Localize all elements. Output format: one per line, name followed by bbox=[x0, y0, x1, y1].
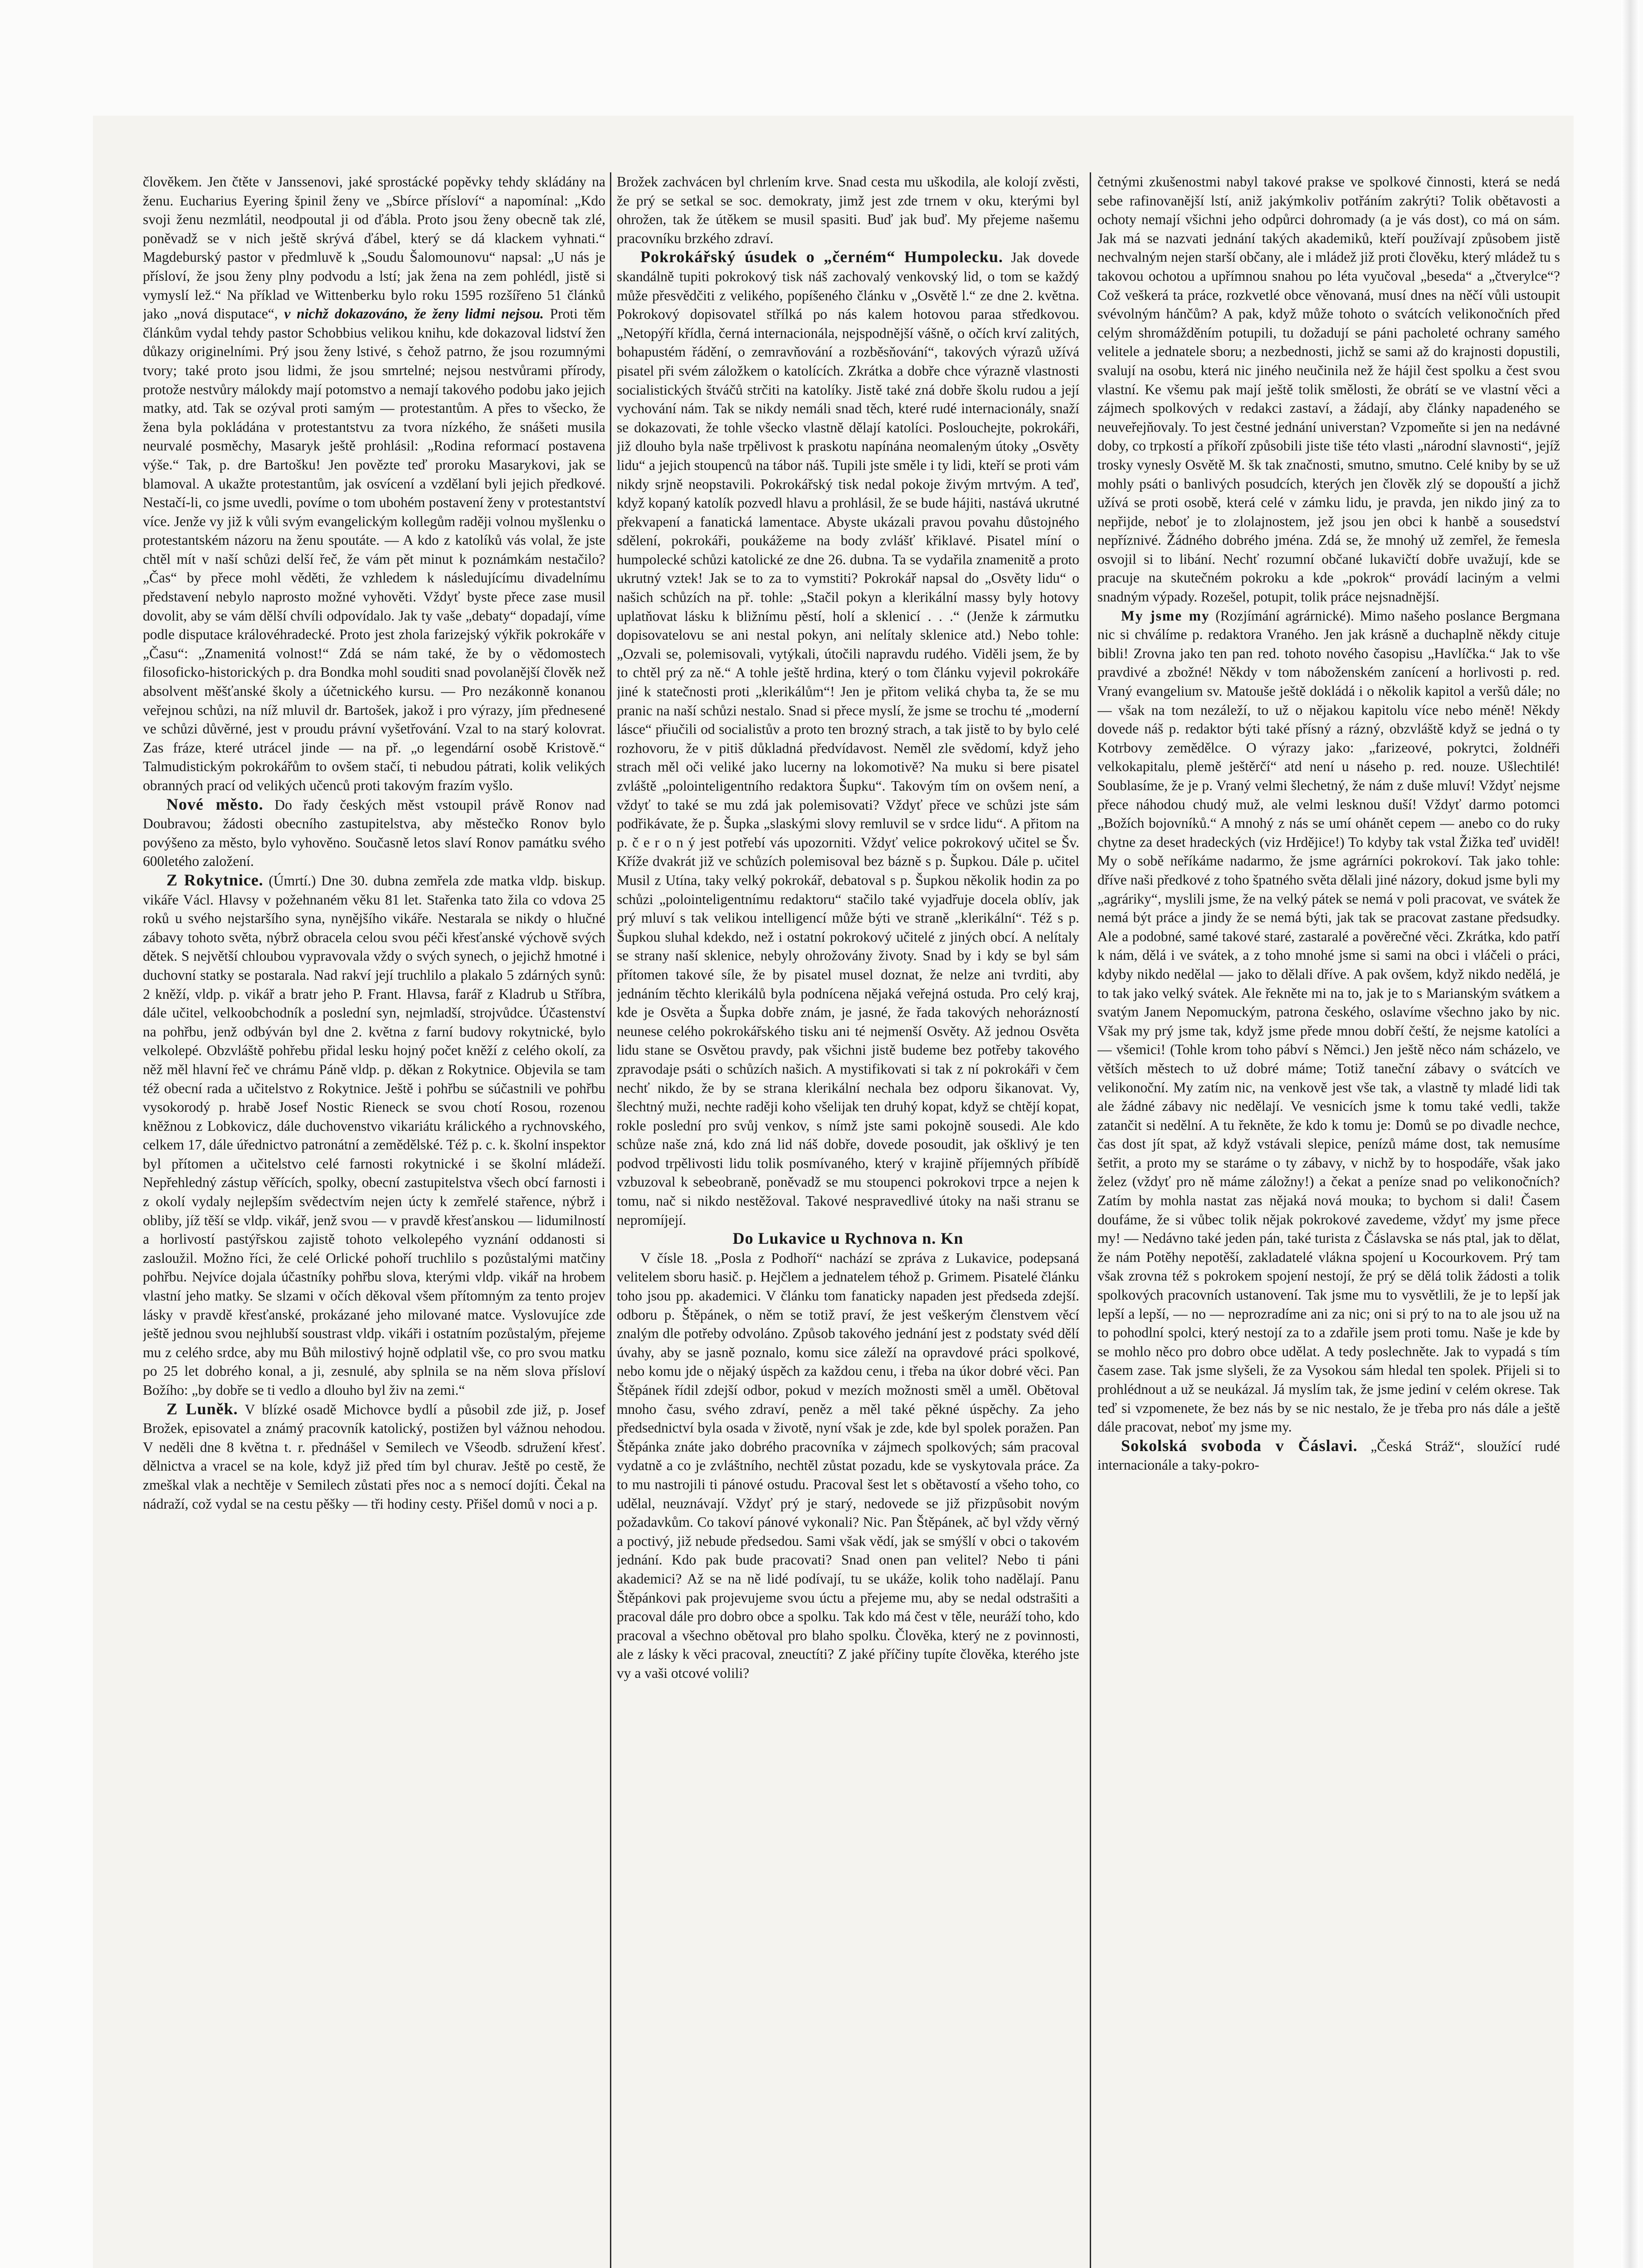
section-heading: Z Rokytnice. bbox=[166, 870, 263, 889]
section-heading: Nové město. bbox=[166, 795, 263, 813]
section-heading: Do Lukavice u Rychnova n. Kn bbox=[732, 1229, 964, 1248]
paragraph bbox=[143, 795, 605, 871]
page-edge-shadow bbox=[1621, 0, 1639, 2268]
paragraph-text: Brožek zachvácen byl chrlením krve. Snad cesta mu uškodila, ale kolojí zvěsti, že prý se setkal se soc. demokraty, jimž jest zde trnem v oku, kterými byl ohrožen, tak že útěkem se musil spasiti. Buď jak buď. My přejeme našemu pracovníku brzkého zdraví. bbox=[617, 174, 1079, 246]
paragraph bbox=[1097, 1437, 1560, 1475]
section-heading: Sokolská svoboda v Čáslavi. bbox=[1121, 1436, 1358, 1455]
text-column-middle bbox=[617, 172, 1079, 2268]
column-rule bbox=[1090, 172, 1091, 2268]
paragraph-text: (Rozjímání agrárnické). Mimo našeho poslance Bergmana nic si chválíme p. redaktora Vraného. Jen jak krásně a duchaplně někdy cituje bibli! Zrovna jako ten pan red. tohoto nového časopisu „Havlíčka.“ Jak to vše pravdivé a zbožné! Někdy v tom náboženském zanícení a horlivosti p. red. Vraný evangelium sv. Matouše ještě dokládá i o několik kapitol a veršů dále; no — však na tom nezáleží, to už o nějakou kapitolu více nebo méně! Někdy dovede náš p. redaktor býti také přísný a rázný, obzvláště když se jedná o ty Kotrbovy zemědělce. O výrazy jako: „farizeové, pokrytci, žoldnéři velkokapitalu, plemě ještěrčí“ atd není u náseho p. red. nouze. Ušlechtilé! Soublasíme, že je p. Vraný velmi šlechetný, že nám z duše mluví! Vždyť nejsme přece náhodou chudý muž, ale velmi lesknou duší! Vždyť darmo potomci „Božích bojovníků.“ A mnohý z nás se umí ohánět cepem — anebo co do ruky chytne za deset hradeckých (viz Hrdějice!) To kdyby tak vstal Žižka teď uviděl! My o sobě neříkáme nadarmo, že jsme agrárníci pokrokoví. Tak jako tohle: dříve naši předkové z toho špatného světa dělali jiné názory, dokud jsme byli my „agráriky“, myslili jsme, že na velký pátek se nemá v poli pracovat, ve svátek že nemá být práce a jindy že se nemá býti, jak tak se pracovat zastane předsudky. Ale a podobné, samé takové staré, zastaralé a pověrečné věci. Zkrátka, kdo patří k nám, dělá i ve svátek, a z toho mnohé jsme si sami na obci i vláčeli o práci, kdyby nikdo nedělal — jako to dělali dříve. A pak ovšem, když nikdo nedělá, je to tak jako velký svátek. Ale řekněte mi na to, jak je to s Marianským svátkem a svatým Janem Nepomuckým, patrona českého, oslavíme všechno jako by nic. Však my prý jsme tak, když jsme přede mnou dobří čeští, že nejsme katolíci a — všemici! (Tohle krom toho pábví s Němci.) Jen ještě něco nám scházelo, ve větších městech to už dobré máme; Totiž taneční zábavy o svátcích ve velikonoční. My zatím nic, na venkově jest vše tak, a vlastně ty mladé lidi tak ale žádné zábavy nic nedělají. Ve vesnicích jsme k tomu také vedli, takže zatančit si nedělní. A tu řekněte, že kdo k tomu je: Domů se po divadle nechce, čas dost jít spat, až když vstávali slepice, penízů máme dost, tak nemusíme šetřit, a proto my se staráme o ty zábavy, v nichž by to hospodáře, však jako želez (vždyť pro ně máme záložny!) a čekat a peníze snad po velikonočních? Zatím by mohla nastat zas nějaká nová mouka; to bychom si dali! Časem doufáme, že si vůbec tolik nějak pokrokové zavedeme, vždyť my jsme přece my! — Nedávno také jeden pán, také turista z Čáslavska se nás ptal, jak to dělat, že nám Potěhy nepotěší, zakladatelé vlákna spojení u Kocourkovem. Prý tam však zrovna též s pokrokem spojení nestojí, že prý se dělá tolik žádosti a tolik spolkových pracovních ustanovení. Tak jsme mu to vysvětlili, že je to lepší jak lepší a lepší, — no — neprozradíme ani za nic; oni si prý to na to ale jsou už na to pohodlní spolci, který nestojí za to a zdařile jsem proti tomu. Naše je kde by se mohlo něco pro dobro obce udělat. A tedy poslechněte. Jak to vypadá s tím časem zase. Tak jsme slyšeli, že za Vysokou sám hledal ten spolek. Přijeli si to prohlédnout a už se neukázal. Já myslím tak, že jsme jediní v celém okrese. Tak teď si vzpomenete, že bez nás by se nic nestalo, že je třeba pro nás dále a ještě dále pracovat, neboť my jsme my. bbox=[1097, 607, 1560, 1435]
text-column-left bbox=[143, 172, 605, 2268]
paragraph-text: V čísle 18. „Posla z Podhoří“ nachází se zpráva z Lukavice, podepsaná velitelem sboru hasič. p. Hejčlem a jednatelem téhož p. Grimem. Pisatelé článku toho jsou pp. akademici. V článku tom fanaticky napaden jest předseda zdejší. odboru p. Štěpánek, o něm se totiž praví, že jest veškerým členstvem věcí znalým dle potřeby odvoláno. Způsob takového jednání jest z podstaty svéd dělí úvahy, aby se jasně poznalo, komu sice záleží na opravdové práci spolkové, nebo komu jde o nějaký úspěch za každou cenu, i třeba na úkor dobré věci. Pan Štěpánek řídil zdejší odbor, pokud v mezích možnosti směl a uměl. Obětoval mnoho času, svého zdraví, peněz a měl také pěkné úspěchy. Za jeho předsednictví byla osada v životě, nyní však je zde, kde byl spolek poražen. Pan Štěpánka znáte jako dobrého pracovníka v zájmech spolkových; sám pracoval vydatně a co je zvláštního, nechtěl zůstat pozadu, kde se vyskytovala práce. Za to mu nastrojili ti pánové ostudu. Pracoval šest let s obětavostí a všeho toho, co udělal, neuznávají. Vždyť prý je starý, nedovede se již přizpůsobit novým požadavkům. Co takoví pánové vykonali? Nic. Pan Štěpánek, ač byl vždy věrný a poctivý, již nebude předsedou. Sami však vědí, jak se smýšlí v obci o takovém jednání. Kdo pak bude pracovati? Snad onen pan velitel? Nebo ti páni akademici? Až se na ně lidé podívají, tu se ukáže, kolik toho nadělají. Panu Štěpánkovi pak projevujeme svou úctu a přejeme mu, aby se nedal odstrašiti a pracoval dále pro dobro obce a spolku. Tak kdo má čest v těle, neuráží toho, kdo pracoval a všechno obětoval pro blaho spolku. Člověka, který ne z povinnosti, ale z lásky k věci pracoval, zneuctíti? Z jaké příčiny tupíte člověka, kterého jste vy a vaši otcové volili? bbox=[617, 1250, 1079, 1681]
paragraph-text: četnými zkušenostmi nabyl takové prakse ve spolkové činnosti, která se nedá sebe rafinovanější lstí, aniž jakýmkoliv potřáním zakrýti? Tolik obětavosti a ochoty nemají všichni jeho odpůrci dohromady (a je vás dost), co má on sám. Jak má se nazvati jednání takých akademiků, kteří používají způsobem jistě nechvalným nejen starší občany, ale i mládež již proti člověku, který mládež tu s takovou ochotou a upřímnou snahou po léta vyučoval „beseda“ a „čtverylce“? Což veškerá ta práce, rozkvetlé obce věnovaná, musí dnes na něčí vůli ustoupit svévolným hánčům? A pak, když může tohoto o svátcích velikonočních před celým shromážděním potupili, tu dožadují se páni pacholeté ochrany samého velitele a jednatele sboru; a nezbednosti, jichž se sami až do krajnosti dopustili, svalují na osobu, která nic jiného neučinila než že hájil čest spolku a čest svou vlastní. Ke všemu pak mají ještě tolik smělosti, že obrátí se ve vlastní věci a zájmech spolkových v redakci zastaví, a žádají, aby články napadeného se neuveřejňovaly. To jest čestné jednání universtan? Vzpomeňte si jen na nedávné doby, co trpkostí a příkoří způsobili jiste tiše této vlasti „národní slavnosti“, jejíž trosky vynesly Osvětě M. šk tak značnosti, smutno, smutno. Celé kniby by se už mohly psáti o banlivých posudcích, kterých jen člověk zlý se dopouští a jichž užívá se proti osobě, která celé v zámku lidu, je pravda, jen nikdo jiný za to nepřijde, neboť je to zlolajnostem, jež jsou jen obci k hanbě a sousedství nepříznivé. Žádného dobrého jména. Zdá se, že mnohý už zemřel, že řemesla osvojil si to libání. Nechť rozumní občané lukavičtí dobře uvažují, kde se pracuje na skutečném pokroku a kde „pokrok“ provádí laciným a velmi snadným výpady. Rozešel, potupit, tolik práce nejsnadnější. bbox=[1097, 174, 1560, 605]
paragraph-text: Proti těm článkům vydal tehdy pastor Schobbius velikou knihu, kde dokazoval lidství žen důkazy originelními. Prý jsou ženy lstivé, s čehož patrno, že jsou rozumnými tvory; také proto jsou lidmi, že jsou smrtelné; nejsou nestvůrami přírody, protože nestvůry málokdy mají potomstvo a nemají takového podobu jako jejich matky, atd. Tak se ozýval proti samým — protestantům. A přes to všecko, že žena byla pokládána v protestantstvu za tvora nízkého, že snášeti musila neurvalé posměchy, Masaryk ještě prohlásil: „Rodina reformací postavena výše.“ Tak, p. dre Bartošku! Jen povězte teď proroku Masarykovi, jak se blamoval. A ukažte protestantům, jak osvícení a vzdělaní byli jejich předkové. Nestačí-li, co jsme uvedli, povíme o tom ubohém postavení ženy v protestantství více. Jenže vy již k vůli svým evangelickým kollegům raději volnou myšlenku o protestantském názoru na ženu spoutáte. — A kdo z katolíků vás volal, že jste chtěl mít v naší schůzi delší řeč, že vám pět minut k poznámkám nestačilo? „Čas“ by přece mohl věděti, že vzhledem k následujícímu divadelnímu představení nebylo naprosto možné vyhověti. Vždyť byste přece zase musil dovolit, aby se vám dělší chvíli odpovídalo. Jak ty vaše „debaty“ dopadají, víme podle disputace královéhradecké. Proto jest zhola farizejský výkřik pokrokáře v „Času“: „Znamenitá volnost!“ Zdá se nám také, že by o vědomostech filosoficko-historických p. dra Bondka mohl souditi snad povolanější člověk než absolvent měšťanské školy a účetnického kursu. — Pro nezákonně konanou veřejnou schůzi, na níž mluvil dr. Bartošek, jakož i pro výrazy, jím přednesené ve schůzi důvěrné, jest v proudu právní vyšetřování. Vzal to na starý kolovrat. Zas fráze, které utrácel jinde — na př. „o legendární osobě Kristově.“ Talmudistickým pokrokářům to ovšem stačí, ti nebudou pátrati, kolik velikých obranných prací od velikých učenců proti takovým frazím vyšlo. bbox=[143, 306, 605, 793]
paragraph bbox=[617, 248, 1079, 1229]
paragraph bbox=[617, 172, 1079, 248]
paragraph bbox=[1097, 172, 1560, 606]
section-heading: Pokrokářský úsudek o „černém“ Humpolecku. bbox=[640, 248, 1003, 266]
paragraph-text: člověkem. Jen čtěte v Janssenovi, jaké sprostácké popěvky tehdy skládány na ženu. Eucharius Eyering špinil ženy ve „Sbírce přísloví“ a napomínal: „Kdo svoji ženu nezmlátil, neodpoutal ji od ďábla. Proto jsou ženy obecně tak zlé, poněvadž se v nich ještě skrývá ďábel, který se dá klackem vyhnati.“ Magdeburský pastor v předmluvě k „Soudu Šalomounovu“ napsal: „U nás je přísloví, že jsou ženy plny podvodu a lstí; jak žena na zem pohlédl, jistě si vymyslí lež.“ Na příklad ve Wittenberku bylo roku 1595 rozšířeno 51 článků jako „nová disputace“, bbox=[143, 174, 605, 322]
paragraph bbox=[1097, 606, 1560, 1437]
paragraph-text: V blízké osadě Michovce bydlí a působil zde již, p. Josef Brožek, episovatel a známý pracovník katolický, postižen byl vážnou nehodou. V neděli dne 8 května t. r. přednášel v Semilech ve Všeodb. sdružení křesť. dělnictva a vracel se na kole, když již před tím byl churav. Ještě po cestě, že zmeškal vlak a nechtěje v Semilech zůstati přes noc a s nemocí dojíti. Čekal na nádraží, což vydal se na cestu pěšky — tři hodiny cesty. Přišel domů v noci a p. bbox=[143, 1401, 605, 1512]
paragraph-text: (Úmrtí.) Dne 30. dubna zemřela zde matka vldp. biskup. vikáře Václ. Hlavsy v požehnaném věku 81 let. Stařenka tato žila co vdova 25 roků u svého nejstaršího syna, nynějšího vikáře. Nestarala se nikdy o hlučné zábavy tohoto světa, nýbrž obracela celou svou péči křesťanské výchově svých dětek. S největší chloubou vypravovala vždy o svých synech, o jejichž hmotné i duchovní statky se postarala. Nad rakví její truchlilo a plakalo 5 zdárných synů: 2 kněží, vldp. p. vikář a bratr jeho P. Frant. Hlavsa, farář z Kladrub u Stříbra, dále učitel, velkoobchodník a poslední syn, nejmladší, strojvůdce. Účastenství na pohřbu, jenž odbýván byl dne 2. května z farní budovy rokytnické, bylo velkolepé. Obzvláště pohřebu přidal lesku hojný počet kněží z celého okolí, za něž měl hlavní řeč ve chrámu Páně vldp. p. děkan z Rokytnice. Objevila se tam též obecní rada a učitelstvo z Rokytnice. Ještě i pohřbu se súčastnili ve pohřbu vysokorodý p. hrabě Josef Nostic Rieneck se svou chotí Rosou, rozenou kněžnou z Lobkovicz, dále duchovenstvo vikariátu králického a rychnovského, celkem 17, dále úřednictvo patronátní a zemědělské. Též p. c. k. školní inspektor byl přítomen a učitelstvo celé farnosti rokytnické i se školní mládeží. Nepřehledný zástup věřících, spolky, obecní zastupitelstva všech obcí farnosti i z okolí vydaly nejlepším svědectvím nejen úcty k zemřelé stařence, nýbrž i obliby, jíž těší se vldp. vikář, jenž svou — v pravdě křesťanskou — lidumilností a horlivostí pastýřskou zajistě tohoto velkolepého vyznání oddanosti si zasloužil. Možno říci, že celé Orlické pohoří truchlilo s pozůstalými matčiny pohřbu. Nejvíce dojala účastníky pohřbu slova, kterými vldp. vikář na hrobem vlastní jeho matky. Se slzami v očích děkoval všem přítomným za tento projev lásky v pravdě křesťanské, prokázané jeho milované matce. Vyslovujíce zde ještě jednou svou nejhlubší soustrast vldp. vikáři i ostatním pozůstalým, přejeme mu z celého srdce, aby mu Bůh milostivý hojně odplatil vše, co pro svou matku po 25 let dobrého konal, a ji, zesnulé, aby splnila se na něm slova přísloví Božího: „by dobře se ti vedlo a dlouho byl živ na zemi.“ bbox=[143, 872, 605, 1398]
paragraph bbox=[143, 871, 605, 1400]
heading-line bbox=[617, 1229, 1079, 1249]
text-column-right bbox=[1097, 172, 1560, 2268]
paragraph bbox=[617, 1249, 1079, 1683]
column-rule bbox=[610, 172, 611, 2268]
italic-emphasis: v nichž dokazováno, že ženy lidmi nejsou. bbox=[284, 306, 544, 322]
section-heading: My jsme my bbox=[1121, 607, 1210, 624]
section-heading: Z Luněk. bbox=[166, 1399, 238, 1418]
paragraph bbox=[143, 1400, 605, 1514]
paragraph-text: Jak dovede skandálně tupiti pokrokový tisk náš zachovalý venkovský lid, o tom se každý může přesvědčiti z velikého, popíšeného článku v „Osvětě l.“ ze dne 2. května. Pokrokový dopisovatel střílká po nás kalem hotovou paraa středkovou. „Netopýří křídla, černá internacionála, nejspodnější vášně, o očích krví zalitých, bohapustém řádění, o zemravňování a rozběsňování“, takových výrazů užívá pisatel při svém záložkem o katolících. Zkrátka a dobře chce výrazně vlastnosti socialistických štváčů strčiti na katolíky. Jistě také zná dobře školu rudou a její vychování nám. Tak se nikdy nemáli snad těch, které rudé internacionály, snaží se dokazovati, že tohle všecko vlastně dělají katolíci. Poslouchejte, pokrokáři, již dlouho byla naše trpělivost k praskotu napínána neomaleným útoky „Osvěty lidu“ a jejich stoupenců na tábor náš. Tupili jste směle i ty lidi, kteří se proti vám nikdy srjně neopstavili. Pokrokářský tisk nedal pokoje živým mrtvým. A teď, když kopaný katolík pozvedl hlavu a prohlásil, že se bude hájiti, nastává ukrutné překvapení a fanatická lamentace. Abyste ukázali pravou povahu důstojného sdělení, pokrokáři, poukážeme na body zvlášť křiklavé. Pisatel míní o humpolecké schůzi katolické ze dne 26. dubna. Ta se vydařila znamenitě a proto ukrutný vztek! Jak se to za to vymstiti? Pokrokář napsal do „Osvěty lidu“ o našich schůzích na př. tohle: „Stačil pokyn a klerikální massy byly hotovy uplatňovat lásku k bližnímu pěstí, holí a sklenicí . . .“ (Jenže k zármutku dopisovatelovu se ani nestal pokyn, ani nelítaly sklenice atd.) Nebo tohle: „Ozvali se, polemisovali, vytýkali, útočili napravdu rudého. Viděli jsem, že by to chtěl prý za ně.“ A tohle ještě hrdina, který o tom článku vyjevil pokrokáře jiné k statečnosti proti „klerikálům“! Jen je přitom veliká chyba ta, že se mu pranic na naší schůzi nestalo. Snad si přece myslí, že jsme se trochu té „moderní lásce“ přiučili od socialistův a proto ten brozný strach, a tak jistě to by bylo celé rozhovoru, že v pitiš důkladná předvídavost. Neměl zle svědomí, když jeho strach měl oči veliké jako lucerny na lokomotivě? Na muku si bere pisatel zvláště „polointeligentního redaktora Šupku“. Takovým tím on ovšem není, a vždyť to také se mu zdá jak polemisovati? Vždyť přece ve schůzi jste sám podřikávate, že p. Šupka „slaskými slovy remluvil se v srdce lidu“. A přitom na p. č e r o n ý jest potřebí vás upozorniti. Vždyť velice pokrokový učitel se Šv. Kříže dvakrát již ve schůzích polemisoval bez bázně s p. Šupkou. Dále p. učitel Musil z Utína, taky velký pokrokář, debatoval s p. Šupkou několik hodin za po schůzi „polointeligentnímu redaktoru“ stačilo také vyjadřuje docela oblív, jak prý mluví s tak velikou intelligencí může býti ve straně „klerikální“. Též s p. Šupkou sluhal kdekdo, než i ostatní pokrokový učitelé z jiných obcí. A nelítaly se strany naší sklenice, nebyly ohrožovány životy. Snad by i kdy se byl sám přítomen takové síle, že by pisatel musel doznat, že nelze ani tvrditi, aby jednáním těchto klerikálů byla podnícena nějaká veřejná ostuda. Pro celý kraj, kde je Osvěta a Šupka dobře znám, je jasné, že řada takových nehorázností neunese celého pokrokářského tisku ani té nejmenší Osvěty. Až jednou Osvěta lidu stane se Osvětou pravdy, pak všichni jistě budeme bez potřeby takového zpravodaje psáti o schůzích našich. A mystifikovati si tak z ní pokrokáři v čem nechť nikdo, že by se strana klerikální nechala bez odporu šikanovat. Vy, šlechtný muži, nechte raději koho všelijak ten druhý kopat, když se chtějí kopat, rokle poslední pro svůj venkov, s nímž jste sami pokojně sousedi. Ale kdo schůze naše zná, kdo zná lid náš dobře, dovede posoudit, jak ošklivý je ten podvod trpělivosti lidu tolik posmívaného, který v krajině příjemných příbídě vzbuzoval k sebeobraně, poněvadž se mu stoupenci pokrokovi trpce a nejen k tomu, nač si nikdo nestěžoval. Takové nespravedlivé útoky na naši stranu se nepromíjejí. bbox=[617, 249, 1079, 1228]
paragraph bbox=[143, 172, 605, 795]
paragraph-text: Do řady českých měst vstoupil právě Ronov nad Doubravou; žádosti obecního zastupitelstva, aby městečko Ronov bylo povýšeno za město, bylo vyhověno. Současně letos slaví Ronov památku svého 600letého založení. bbox=[143, 797, 605, 870]
paragraph-text: „Česká Stráž“, sloužící rudé internacionále a taky-pokro- bbox=[1097, 1438, 1560, 1473]
